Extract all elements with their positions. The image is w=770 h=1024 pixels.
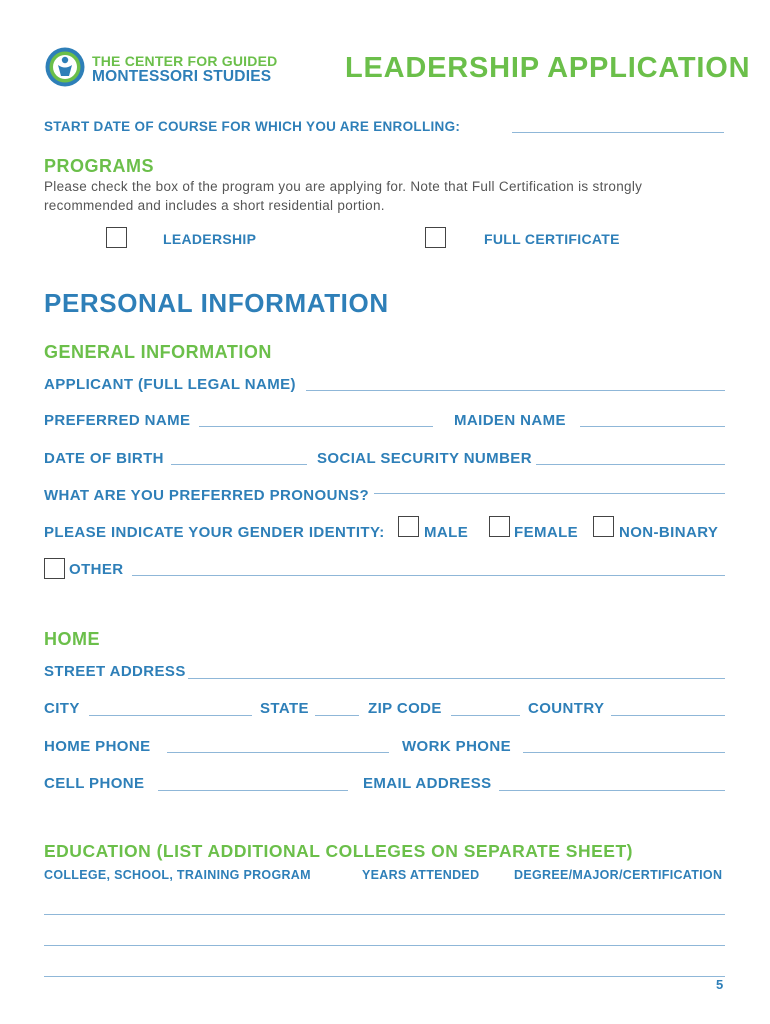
preferred-name-label: PREFERRED NAME <box>44 412 191 429</box>
page-number: 5 <box>716 977 724 992</box>
ssn-field[interactable] <box>536 464 725 465</box>
education-row-3[interactable] <box>44 976 725 977</box>
street-field[interactable] <box>188 678 725 679</box>
full-certificate-checkbox[interactable] <box>425 227 446 248</box>
state-field[interactable] <box>315 715 359 716</box>
applicant-field[interactable] <box>306 390 725 391</box>
education-row-2[interactable] <box>44 945 725 946</box>
cell-phone-field[interactable] <box>158 790 348 791</box>
other-label: OTHER <box>69 561 124 578</box>
home-heading: HOME <box>44 629 100 649</box>
home-phone-field[interactable] <box>167 752 389 753</box>
education-col-degree: DEGREE/MAJOR/CERTIFICATION <box>514 868 723 882</box>
country-field[interactable] <box>611 715 725 716</box>
education-heading: EDUCATION (LIST ADDITIONAL COLLEGES ON SEPARATE SHEET) <box>44 841 633 861</box>
dob-label: DATE OF BIRTH <box>44 450 164 467</box>
logo-mark <box>44 46 86 88</box>
nonbinary-label: NON-BINARY <box>619 524 719 541</box>
logo-text-line1: THE CENTER FOR GUIDED <box>92 53 278 69</box>
maiden-name-field[interactable] <box>580 426 725 427</box>
street-label: STREET ADDRESS <box>44 663 186 680</box>
female-label: FEMALE <box>514 524 579 541</box>
page-title: LEADERSHIP APPLICATION <box>345 52 751 84</box>
ssn-label: SOCIAL SECURITY NUMBER <box>317 450 532 467</box>
work-phone-label: WORK PHONE <box>402 738 511 755</box>
applicant-label: APPLICANT (FULL LEGAL NAME) <box>44 376 296 393</box>
home-phone-label: HOME PHONE <box>44 738 151 755</box>
zip-field[interactable] <box>451 715 520 716</box>
city-field[interactable] <box>89 715 252 716</box>
maiden-name-label: MAIDEN NAME <box>454 412 566 429</box>
education-col-years: YEARS ATTENDED <box>362 868 480 882</box>
general-info-heading: GENERAL INFORMATION <box>44 342 272 362</box>
state-label: STATE <box>260 700 309 717</box>
dob-field[interactable] <box>171 464 307 465</box>
city-label: CITY <box>44 700 80 717</box>
work-phone-field[interactable] <box>523 752 725 753</box>
zip-label: ZIP CODE <box>368 700 442 717</box>
pronouns-label: WHAT ARE YOU PREFERRED PRONOUNS? <box>44 487 370 504</box>
education-col-college: COLLEGE, SCHOOL, TRAINING PROGRAM <box>44 868 311 882</box>
preferred-name-field[interactable] <box>199 426 433 427</box>
leadership-option-label: LEADERSHIP <box>163 231 257 247</box>
gender-label: PLEASE INDICATE YOUR GENDER IDENTITY: <box>44 524 385 541</box>
programs-note-line1: Please check the box of the program you are applying for. Note that Full Certification is strongly <box>44 179 643 194</box>
female-checkbox[interactable] <box>489 516 510 537</box>
male-label: MALE <box>424 524 469 541</box>
pronouns-field[interactable] <box>374 493 725 494</box>
education-row-1[interactable] <box>44 914 725 915</box>
other-field[interactable] <box>132 575 725 576</box>
programs-heading: PROGRAMS <box>44 156 155 176</box>
male-checkbox[interactable] <box>398 516 419 537</box>
nonbinary-checkbox[interactable] <box>593 516 614 537</box>
logo-text-line2: MONTESSORI STUDIES <box>92 68 272 85</box>
programs-note-line2: recommended and includes a short residential portion. <box>44 198 385 213</box>
full-certificate-option-label: FULL CERTIFICATE <box>484 231 620 247</box>
other-checkbox[interactable] <box>44 558 65 579</box>
email-field[interactable] <box>499 790 725 791</box>
leadership-checkbox[interactable] <box>106 227 127 248</box>
start-date-field[interactable] <box>512 132 724 133</box>
email-label: EMAIL ADDRESS <box>363 775 492 792</box>
personal-info-heading: PERSONAL INFORMATION <box>44 288 389 318</box>
start-date-label: START DATE OF COURSE FOR WHICH YOU ARE ENROLLING: <box>44 119 461 134</box>
cell-phone-label: CELL PHONE <box>44 775 145 792</box>
country-label: COUNTRY <box>528 700 605 717</box>
